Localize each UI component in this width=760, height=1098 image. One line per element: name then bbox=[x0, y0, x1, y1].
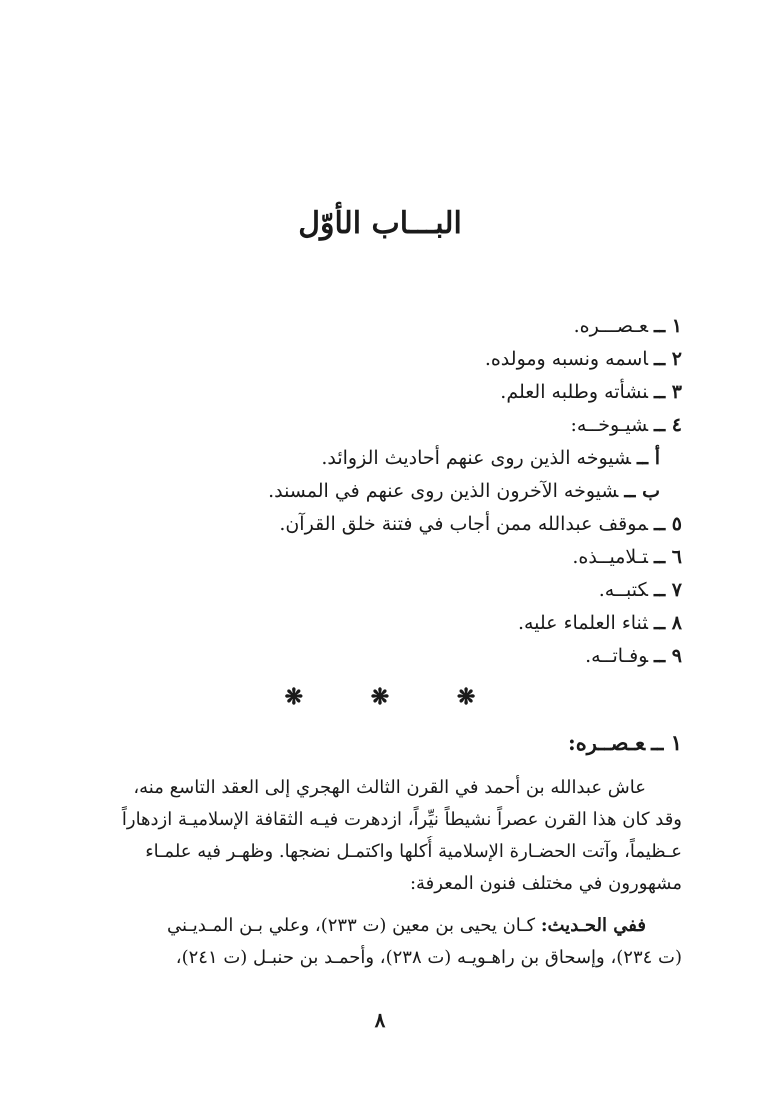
toc-item bbox=[82, 574, 682, 607]
toc-item-text: موقف عبدالله ممن أجاب في فتنة خلق القرآن. bbox=[279, 513, 649, 535]
toc-item-number: ٣ ــ bbox=[654, 381, 682, 403]
chapter-contents-list bbox=[82, 310, 682, 673]
toc-item-number: ٥ ــ bbox=[654, 513, 682, 535]
asterism-icon: ❋ bbox=[370, 684, 390, 710]
paragraph-line: (ت ٢٣٤)، وإسحاق بن راهـويـه (ت ٢٣٨)، وأحمـد بن حنبـل (ت ٢٤١)، bbox=[175, 947, 682, 968]
toc-item-text: كتبــه. bbox=[598, 579, 649, 601]
toc-item-number: ٢ ــ bbox=[654, 348, 682, 370]
toc-item-number: ٩ ــ bbox=[654, 645, 682, 667]
toc-item-number: ٨ ــ bbox=[654, 612, 682, 634]
toc-item bbox=[82, 508, 682, 541]
toc-item bbox=[82, 310, 682, 343]
toc-item-number: ٧ ــ bbox=[654, 579, 682, 601]
toc-item bbox=[82, 409, 682, 442]
body-text bbox=[78, 772, 682, 974]
toc-item-number: ب ــ bbox=[624, 480, 660, 502]
toc-item bbox=[82, 607, 682, 640]
toc-item-number: ٤ ــ bbox=[654, 414, 682, 436]
section-separator bbox=[0, 684, 760, 710]
asterism-icon: ❋ bbox=[456, 684, 476, 710]
toc-item-text: ثناء العلماء عليه. bbox=[517, 612, 649, 634]
toc-item bbox=[82, 343, 682, 376]
paragraph-line-text: كـان يحيى بن معين (ت ٢٣٣)، وعلي بـن المـديـني bbox=[167, 915, 536, 936]
toc-item-text: عـصـــره. bbox=[573, 315, 649, 337]
section-heading bbox=[568, 730, 682, 755]
paragraph-line: عاش عبدالله بن أحمد في القرن الثالث الهجري إلى العقد التاسع منه، bbox=[133, 777, 646, 798]
paragraph-line bbox=[78, 910, 682, 942]
toc-item-text: وفـاتــه. bbox=[585, 645, 649, 667]
section-title: عـصــره: bbox=[567, 730, 646, 755]
chapter-title: البـــاب الأوّل bbox=[298, 206, 462, 241]
paragraph-line: عـظيماً، وآتت الحضـارة الإسلامية أُكلها واكتمـل نضجها. وظهـر فيه علمـاء bbox=[145, 841, 682, 862]
toc-subitem bbox=[82, 475, 682, 508]
asterism-icon: ❋ bbox=[284, 684, 304, 710]
toc-item-text: شيـوخــه: bbox=[570, 414, 649, 436]
toc-item-number: أ ــ bbox=[636, 447, 660, 469]
toc-item-number: ١ ــ bbox=[654, 315, 682, 337]
toc-item bbox=[82, 376, 682, 409]
toc-item-text: شيوخه الذين روى عنهم أحاديث الزوائد. bbox=[321, 447, 631, 469]
toc-item bbox=[82, 640, 682, 673]
toc-item-text: اسمه ونسبه ومولده. bbox=[484, 348, 649, 370]
toc-item-number: ٦ ــ bbox=[654, 546, 682, 568]
section-number: ١ ــ bbox=[651, 730, 682, 755]
paragraph-line: وقد كان هذا القرن عصراً نشيطاً نيِّراً، ازدهرت فيـه الثقافة الإسلاميـة ازدهاراً bbox=[121, 809, 682, 830]
paragraph-lead: ففي الحـديث: bbox=[540, 915, 646, 936]
paragraph-line: مشهورون في مختلف فنون المعرفة: bbox=[409, 873, 682, 894]
toc-item-text: نشأته وطلبه العلم. bbox=[500, 381, 649, 403]
page-number: ٨ bbox=[374, 1008, 386, 1032]
toc-item-text: تـلاميــذه. bbox=[572, 546, 649, 568]
toc-item-text: شيوخه الآخرون الذين روى عنهم في المسند. bbox=[268, 480, 619, 502]
toc-item bbox=[82, 541, 682, 574]
toc-subitem bbox=[82, 442, 682, 475]
